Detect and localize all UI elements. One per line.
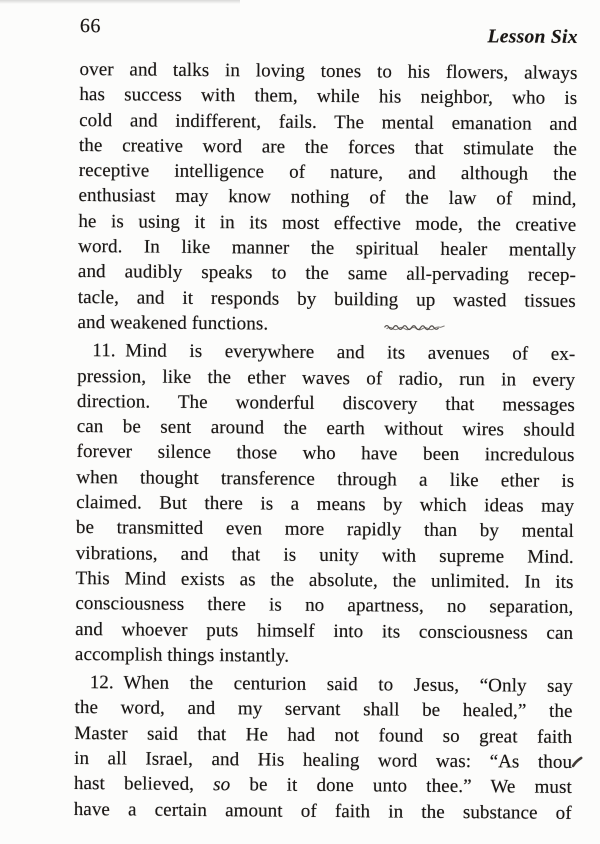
text-line: over and talks in loving tones to his flowers, always xyxy=(79,58,578,84)
text-line: have a certain amount of faith in the substance of xyxy=(73,798,572,824)
page-header xyxy=(79,13,578,48)
text-line: has success with them, while his neighbor, who is xyxy=(79,84,578,110)
text-line: be transmitted even more rapidly than by mental xyxy=(75,517,575,543)
text-line: direction. The wonderful discovery that messages xyxy=(76,390,576,416)
text-line: tacle, and it responds by building up wasted tissues xyxy=(77,286,576,312)
text-line: cold and indifferent, fails. The mental emanation and xyxy=(79,109,578,135)
text-line: 11. Mind is everywhere and its avenues of ex- xyxy=(92,340,576,366)
text-line: pression, like the ether waves of radio, run in every xyxy=(77,365,576,391)
text-line: hast believed, so be it done unto thee.” We must xyxy=(73,773,573,799)
text-line: forever silence those who have been incredulous xyxy=(76,441,575,467)
text-line: when thought transference through a like ether is xyxy=(76,466,575,492)
text-line: in all Israel, and His healing word was: “As thou xyxy=(74,747,573,773)
text-line: he is using it in its most effective mode, the creative xyxy=(78,210,577,236)
text-line: and weakened functions. xyxy=(77,311,269,335)
text-line: the word, and my servant shall be healed,” the xyxy=(74,697,573,723)
paragraph xyxy=(75,338,576,671)
text-line: can be sent around the earth without wires should xyxy=(76,416,575,442)
text-line: claimed. But there is a means by which ideas may xyxy=(76,492,575,517)
page-number: 66 xyxy=(79,14,101,38)
text-line: accomplish things instantly. xyxy=(74,643,290,667)
paragraph xyxy=(77,57,577,339)
ink-tick-artifact xyxy=(570,756,584,770)
text-line: 12. When the centurion said to Jesus, “Only say xyxy=(89,672,573,698)
text-line: the creative word are the forces that stimulate the xyxy=(78,134,578,160)
text-line: vibrations, and that is unity with supreme Mind. xyxy=(75,542,574,568)
running-head: Lesson Six xyxy=(487,26,578,48)
scanned-sheet xyxy=(74,13,578,826)
text-line: Master said that He had not found so great faith xyxy=(74,722,573,748)
text-line: enthusiast may know nothing of the law of mind, xyxy=(78,185,577,211)
text-line: word. In like manner the spiritual healer mentally xyxy=(78,236,577,261)
text-line: and audibly speaks to the same all-pervading recep- xyxy=(77,261,577,287)
text-line: This Mind exists as the absolute, the unlimited. In its xyxy=(75,567,574,593)
text-line: consciousness there is no apartness, no separation, xyxy=(75,593,574,619)
paragraph xyxy=(74,670,573,826)
text-block xyxy=(74,57,578,826)
text-line: receptive intelligence of nature, and although the xyxy=(78,160,577,186)
text-line: and whoever puts himself into its consciousness can xyxy=(75,618,574,644)
